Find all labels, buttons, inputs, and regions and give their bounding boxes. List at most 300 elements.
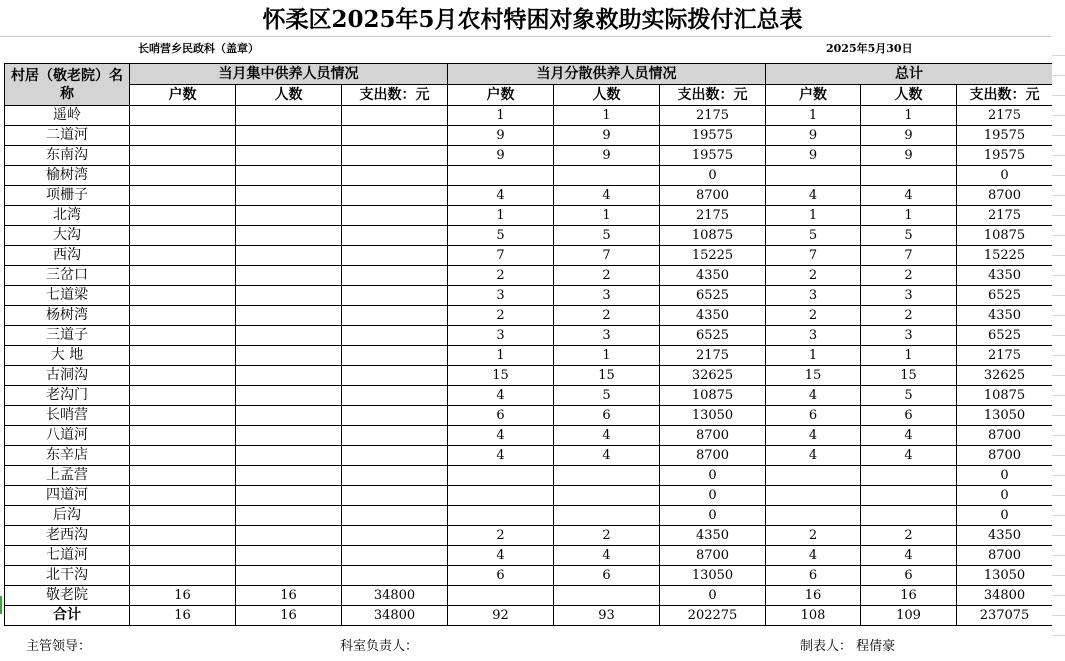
cell-village-name[interactable]: 七道河 <box>5 546 130 566</box>
cell-village-name[interactable]: 大沟 <box>5 226 130 246</box>
cell-total-persons[interactable]: 4 <box>861 426 957 446</box>
cell-central-expense[interactable] <box>342 286 448 306</box>
cell-central-households[interactable] <box>130 506 236 526</box>
cell-total-persons[interactable]: 9 <box>861 146 957 166</box>
cell-central-households[interactable] <box>130 246 236 266</box>
cell-dispersed-persons[interactable]: 4 <box>554 446 660 466</box>
cell-dispersed-households[interactable] <box>448 506 554 526</box>
cell-dispersed-persons[interactable]: 6 <box>554 566 660 586</box>
cell-total-persons[interactable]: 4 <box>861 186 957 206</box>
cell-dispersed-households[interactable]: 2 <box>448 266 554 286</box>
cell-central-households[interactable] <box>130 226 236 246</box>
cell-central-households[interactable] <box>130 486 236 506</box>
cell-total-persons[interactable]: 7 <box>861 246 957 266</box>
cell-dispersed-persons[interactable]: 4 <box>554 186 660 206</box>
cell-central-persons[interactable] <box>236 286 342 306</box>
header-households[interactable]: 户数 <box>766 85 861 106</box>
cell-dispersed-expense[interactable]: 19575 <box>660 126 766 146</box>
cell-dispersed-persons[interactable] <box>554 586 660 606</box>
cell-total-households[interactable]: 3 <box>766 286 861 306</box>
cell-total-persons[interactable]: 2 <box>861 526 957 546</box>
cell-dispersed-households[interactable]: 9 <box>448 126 554 146</box>
table-row <box>5 266 1053 286</box>
cell-dispersed-expense[interactable]: 13050 <box>660 566 766 586</box>
cell-dispersed-households[interactable]: 1 <box>448 346 554 366</box>
cell-total-persons[interactable]: 2 <box>861 306 957 326</box>
cell-village-name[interactable]: 遥岭 <box>5 106 130 126</box>
cell-total-households[interactable] <box>766 486 861 506</box>
cell-central-expense[interactable] <box>342 426 448 446</box>
cell-total-persons[interactable]: 9 <box>861 126 957 146</box>
cell-total-expense[interactable]: 2175 <box>957 206 1053 226</box>
cell-central-persons[interactable] <box>236 366 342 386</box>
cell-village-name[interactable]: 大 地 <box>5 346 130 366</box>
table-row <box>5 366 1053 386</box>
table-row <box>5 186 1053 206</box>
cell-dispersed-households[interactable]: 2 <box>448 526 554 546</box>
cell-total-persons[interactable]: 5 <box>861 226 957 246</box>
cell-village-name[interactable]: 二道河 <box>5 126 130 146</box>
cell-village-name[interactable]: 古洞沟 <box>5 366 130 386</box>
cell-central-expense[interactable] <box>342 526 448 546</box>
cell-total-households[interactable]: 15 <box>766 366 861 386</box>
cell-dispersed-expense[interactable]: 4350 <box>660 266 766 286</box>
cell-central-persons[interactable] <box>236 106 342 126</box>
header-centralized[interactable]: 当月集中供养人员情况 <box>130 64 448 85</box>
cell-central-persons[interactable] <box>236 166 342 186</box>
footer-preparer: 制表人： 程倩豪 <box>800 639 896 654</box>
cell-central-expense[interactable] <box>342 206 448 226</box>
cell-central-persons[interactable] <box>236 426 342 446</box>
cell-dispersed-persons[interactable] <box>554 466 660 486</box>
cell-village-name[interactable]: 榆树湾 <box>5 166 130 186</box>
cell-dispersed-households[interactable]: 3 <box>448 286 554 306</box>
cell-total-expense[interactable]: 15225 <box>957 246 1053 266</box>
table-body <box>5 106 1053 626</box>
cell-total-expense[interactable]: 6525 <box>957 286 1053 306</box>
cell-total-expense[interactable]: 4350 <box>957 266 1053 286</box>
cell-total-persons[interactable]: 3 <box>861 286 957 306</box>
cell-total-expense[interactable]: 8700 <box>957 546 1053 566</box>
cell-central-households[interactable] <box>130 306 236 326</box>
cell-total-households[interactable]: 7 <box>766 246 861 266</box>
cell-total-households[interactable]: 3 <box>766 326 861 346</box>
cell-central-persons[interactable] <box>236 326 342 346</box>
table-row <box>5 166 1053 186</box>
cell-village-name[interactable]: 东辛店 <box>5 446 130 466</box>
unit-stamp-label: 长哨营乡民政科（盖章） <box>138 42 259 55</box>
cell-central-households[interactable] <box>130 266 236 286</box>
cell-central-persons[interactable] <box>236 306 342 326</box>
cell-central-households[interactable] <box>130 366 236 386</box>
cell-central-households[interactable]: 16 <box>130 586 236 606</box>
cell-total-households[interactable]: 4 <box>766 186 861 206</box>
cell-total-households[interactable] <box>766 506 861 526</box>
header-households[interactable]: 户数 <box>448 85 554 106</box>
cell-central-households[interactable]: 16 <box>130 606 236 626</box>
cell-dispersed-expense[interactable]: 0 <box>660 486 766 506</box>
cell-total-households[interactable]: 6 <box>766 406 861 426</box>
cell-total-households[interactable]: 2 <box>766 266 861 286</box>
cell-total-persons[interactable]: 6 <box>861 406 957 426</box>
cell-central-expense[interactable] <box>342 566 448 586</box>
cell-central-persons[interactable] <box>236 566 342 586</box>
cell-total-households[interactable]: 4 <box>766 546 861 566</box>
cell-total-persons[interactable]: 16 <box>861 586 957 606</box>
cell-central-households[interactable] <box>130 526 236 546</box>
cell-dispersed-expense[interactable]: 0 <box>660 506 766 526</box>
header-expense[interactable]: 支出数：元 <box>660 85 766 106</box>
cell-central-households[interactable] <box>130 206 236 226</box>
cell-central-expense[interactable] <box>342 106 448 126</box>
cell-central-households[interactable] <box>130 546 236 566</box>
cell-total-expense[interactable]: 4350 <box>957 526 1053 546</box>
header-persons[interactable]: 人数 <box>861 85 957 106</box>
report-date: 2025年5月30日 <box>826 42 913 55</box>
cell-central-expense[interactable] <box>342 546 448 566</box>
table-row <box>5 566 1053 586</box>
cell-total-persons[interactable]: 109 <box>861 606 957 626</box>
cell-dispersed-households[interactable] <box>448 486 554 506</box>
cell-dispersed-persons[interactable]: 3 <box>554 326 660 346</box>
cell-central-expense[interactable] <box>342 306 448 326</box>
cell-total-households[interactable] <box>766 466 861 486</box>
cell-village-name[interactable]: 上孟营 <box>5 466 130 486</box>
cell-central-persons[interactable] <box>236 206 342 226</box>
cell-total-persons[interactable]: 4 <box>861 546 957 566</box>
cell-total-expense[interactable]: 19575 <box>957 126 1053 146</box>
cell-total-expense[interactable]: 0 <box>957 486 1053 506</box>
cell-village-name[interactable]: 三岔口 <box>5 266 130 286</box>
cell-central-households[interactable] <box>130 386 236 406</box>
cell-dispersed-persons[interactable]: 93 <box>554 606 660 626</box>
cell-dispersed-persons[interactable]: 7 <box>554 246 660 266</box>
cell-central-expense[interactable] <box>342 186 448 206</box>
cell-central-expense[interactable] <box>342 506 448 526</box>
cell-dispersed-households[interactable]: 4 <box>448 546 554 566</box>
cell-total-persons[interactable]: 1 <box>861 346 957 366</box>
cell-total-persons[interactable]: 5 <box>861 386 957 406</box>
cell-central-households[interactable] <box>130 446 236 466</box>
cell-dispersed-households[interactable]: 1 <box>448 106 554 126</box>
cell-total-households[interactable]: 2 <box>766 306 861 326</box>
cell-central-persons[interactable] <box>236 526 342 546</box>
header-expense[interactable]: 支出数：元 <box>957 85 1053 106</box>
cell-central-expense[interactable] <box>342 346 448 366</box>
cell-dispersed-households[interactable]: 4 <box>448 446 554 466</box>
cell-total-expense[interactable]: 13050 <box>957 566 1053 586</box>
cell-central-households[interactable] <box>130 186 236 206</box>
cell-central-expense[interactable] <box>342 146 448 166</box>
table-row <box>5 146 1053 166</box>
cell-total-households[interactable]: 2 <box>766 526 861 546</box>
cell-central-expense[interactable]: 34800 <box>342 586 448 606</box>
cell-central-expense[interactable] <box>342 406 448 426</box>
cell-dispersed-expense[interactable]: 15225 <box>660 246 766 266</box>
cell-total-persons[interactable]: 1 <box>861 106 957 126</box>
cell-central-persons[interactable] <box>236 486 342 506</box>
cell-total-persons[interactable] <box>861 486 957 506</box>
footer-section-head: 科室负责人： <box>340 639 419 654</box>
cell-central-households[interactable] <box>130 166 236 186</box>
cell-total-households[interactable]: 4 <box>766 446 861 466</box>
cell-total-expense[interactable]: 34800 <box>957 586 1053 606</box>
cell-central-persons[interactable] <box>236 266 342 286</box>
sheet-gridlines <box>1052 36 1065 636</box>
cell-central-persons[interactable] <box>236 226 342 246</box>
cell-dispersed-persons[interactable]: 2 <box>554 306 660 326</box>
cell-central-persons[interactable] <box>236 386 342 406</box>
cell-central-households[interactable] <box>130 106 236 126</box>
cell-total-households[interactable]: 1 <box>766 106 861 126</box>
cell-central-households[interactable] <box>130 426 236 446</box>
cell-dispersed-households[interactable]: 7 <box>448 246 554 266</box>
header-persons[interactable]: 人数 <box>236 85 342 106</box>
cell-total-expense[interactable]: 2175 <box>957 106 1053 126</box>
cell-dispersed-households[interactable] <box>448 586 554 606</box>
table-row <box>5 506 1053 526</box>
cell-central-persons[interactable] <box>236 546 342 566</box>
table-row <box>5 206 1053 226</box>
cell-total-expense[interactable]: 0 <box>957 506 1053 526</box>
header-persons[interactable]: 人数 <box>554 85 660 106</box>
cell-central-expense[interactable] <box>342 386 448 406</box>
cell-dispersed-persons[interactable]: 9 <box>554 126 660 146</box>
cell-dispersed-persons[interactable] <box>554 486 660 506</box>
cell-dispersed-households[interactable]: 2 <box>448 306 554 326</box>
cell-total-households[interactable]: 9 <box>766 146 861 166</box>
cell-village-name[interactable]: 北干沟 <box>5 566 130 586</box>
header-name[interactable]: 村居（敬老院）名称 <box>5 64 130 106</box>
cell-village-name[interactable]: 老沟门 <box>5 386 130 406</box>
cell-total-expense[interactable]: 8700 <box>957 426 1053 446</box>
cell-central-households[interactable] <box>130 566 236 586</box>
cell-central-households[interactable] <box>130 286 236 306</box>
cell-central-persons[interactable] <box>236 446 342 466</box>
cell-dispersed-expense[interactable]: 202275 <box>660 606 766 626</box>
header-expense[interactable]: 支出数：元 <box>342 85 448 106</box>
cell-dispersed-expense[interactable]: 8700 <box>660 426 766 446</box>
cell-central-persons[interactable] <box>236 186 342 206</box>
cell-dispersed-households[interactable]: 15 <box>448 366 554 386</box>
cell-village-name[interactable]: 西沟 <box>5 246 130 266</box>
cell-total-expense[interactable]: 4350 <box>957 306 1053 326</box>
cell-central-households[interactable] <box>130 406 236 426</box>
cell-village-name[interactable]: 杨树湾 <box>5 306 130 326</box>
cell-central-expense[interactable] <box>342 266 448 286</box>
cell-total-expense[interactable]: 8700 <box>957 186 1053 206</box>
cell-total-households[interactable]: 1 <box>766 206 861 226</box>
cell-central-households[interactable] <box>130 326 236 346</box>
report-title: 怀柔区2025年5月农村特困对象救助实际拨付汇总表 <box>262 6 803 33</box>
cell-central-persons[interactable] <box>236 246 342 266</box>
cell-dispersed-persons[interactable]: 15 <box>554 366 660 386</box>
cell-total-persons[interactable]: 3 <box>861 326 957 346</box>
cell-total-households[interactable]: 4 <box>766 426 861 446</box>
cell-village-name[interactable]: 后沟 <box>5 506 130 526</box>
cell-dispersed-persons[interactable]: 4 <box>554 546 660 566</box>
cell-total-households[interactable]: 108 <box>766 606 861 626</box>
cell-dispersed-households[interactable]: 1 <box>448 206 554 226</box>
cell-dispersed-expense[interactable]: 8700 <box>660 186 766 206</box>
cell-village-name[interactable]: 项栅子 <box>5 186 130 206</box>
cell-dispersed-expense[interactable]: 6525 <box>660 326 766 346</box>
cell-dispersed-expense[interactable]: 10875 <box>660 386 766 406</box>
cell-total-persons[interactable]: 2 <box>861 266 957 286</box>
table-row <box>5 526 1053 546</box>
cell-dispersed-expense[interactable]: 2175 <box>660 106 766 126</box>
cell-total-expense[interactable]: 0 <box>957 466 1053 486</box>
cell-village-name[interactable]: 三道子 <box>5 326 130 346</box>
cell-dispersed-persons[interactable]: 1 <box>554 346 660 366</box>
cell-central-expense[interactable] <box>342 486 448 506</box>
cell-dispersed-households[interactable]: 4 <box>448 386 554 406</box>
table-row <box>5 226 1053 246</box>
cell-dispersed-households[interactable] <box>448 166 554 186</box>
table-row <box>5 106 1053 126</box>
cell-central-persons[interactable] <box>236 506 342 526</box>
cell-total-households[interactable]: 6 <box>766 566 861 586</box>
cell-dispersed-households[interactable] <box>448 466 554 486</box>
cell-central-expense[interactable] <box>342 366 448 386</box>
cell-dispersed-expense[interactable]: 0 <box>660 166 766 186</box>
table-row <box>5 406 1053 426</box>
cell-dispersed-households[interactable]: 6 <box>448 406 554 426</box>
cell-village-name[interactable]: 七道梁 <box>5 286 130 306</box>
cell-central-expense[interactable] <box>342 226 448 246</box>
cell-dispersed-expense[interactable]: 32625 <box>660 366 766 386</box>
cell-total-persons[interactable]: 15 <box>861 366 957 386</box>
cell-total-persons[interactable] <box>861 506 957 526</box>
cell-total-expense[interactable]: 10875 <box>957 386 1053 406</box>
cell-dispersed-persons[interactable]: 6 <box>554 406 660 426</box>
cell-central-expense[interactable] <box>342 466 448 486</box>
header-row-groups <box>5 64 1053 85</box>
table-row <box>5 126 1053 146</box>
cell-central-persons[interactable] <box>236 346 342 366</box>
cell-central-expense[interactable] <box>342 126 448 146</box>
cell-dispersed-expense[interactable]: 6525 <box>660 286 766 306</box>
cell-central-expense[interactable] <box>342 166 448 186</box>
cell-central-persons[interactable]: 16 <box>236 586 342 606</box>
header-total[interactable]: 总计 <box>766 64 1053 85</box>
cell-central-persons[interactable] <box>236 126 342 146</box>
cell-dispersed-persons[interactable]: 5 <box>554 386 660 406</box>
cell-dispersed-expense[interactable]: 0 <box>660 466 766 486</box>
cell-dispersed-expense[interactable]: 19575 <box>660 146 766 166</box>
cell-central-persons[interactable] <box>236 406 342 426</box>
cell-village-name[interactable]: 东南沟 <box>5 146 130 166</box>
cell-dispersed-persons[interactable]: 2 <box>554 266 660 286</box>
cell-dispersed-expense[interactable]: 2175 <box>660 346 766 366</box>
table-row <box>5 246 1053 266</box>
cell-village-name[interactable]: 合计 <box>5 606 130 626</box>
cell-total-persons[interactable] <box>861 466 957 486</box>
table-row <box>5 426 1053 446</box>
cell-dispersed-households[interactable]: 4 <box>448 426 554 446</box>
cell-village-name[interactable]: 八道河 <box>5 426 130 446</box>
cell-total-expense[interactable]: 13050 <box>957 406 1053 426</box>
cell-central-expense[interactable] <box>342 246 448 266</box>
cell-village-name[interactable]: 长哨营 <box>5 406 130 426</box>
cell-dispersed-expense[interactable]: 4350 <box>660 526 766 546</box>
cell-village-name[interactable]: 敬老院 <box>5 586 130 606</box>
cell-central-expense[interactable] <box>342 326 448 346</box>
cell-dispersed-households[interactable]: 3 <box>448 326 554 346</box>
cell-total-expense[interactable]: 32625 <box>957 366 1053 386</box>
cell-dispersed-expense[interactable]: 10875 <box>660 226 766 246</box>
cell-total-households[interactable]: 5 <box>766 226 861 246</box>
cell-total-persons[interactable]: 6 <box>861 566 957 586</box>
cell-total-persons[interactable] <box>861 166 957 186</box>
table-row <box>5 386 1053 406</box>
cell-total-expense[interactable]: 237075 <box>957 606 1053 626</box>
cell-total-expense[interactable]: 19575 <box>957 146 1053 166</box>
cell-total-households[interactable]: 9 <box>766 126 861 146</box>
cell-village-name[interactable]: 北湾 <box>5 206 130 226</box>
total-row <box>5 606 1053 626</box>
cell-total-expense[interactable]: 10875 <box>957 226 1053 246</box>
cell-dispersed-households[interactable]: 6 <box>448 566 554 586</box>
cell-total-expense[interactable]: 8700 <box>957 446 1053 466</box>
cell-dispersed-expense[interactable]: 8700 <box>660 446 766 466</box>
cell-dispersed-expense[interactable]: 0 <box>660 586 766 606</box>
cell-central-persons[interactable] <box>236 146 342 166</box>
cell-dispersed-households[interactable]: 5 <box>448 226 554 246</box>
cell-total-persons[interactable]: 1 <box>861 206 957 226</box>
cell-central-persons[interactable] <box>236 466 342 486</box>
cell-central-expense[interactable]: 34800 <box>342 606 448 626</box>
cell-dispersed-persons[interactable] <box>554 166 660 186</box>
cell-dispersed-expense[interactable]: 8700 <box>660 546 766 566</box>
selected-row-marker <box>0 596 2 614</box>
cell-dispersed-persons[interactable]: 4 <box>554 426 660 446</box>
header-households[interactable]: 户数 <box>130 85 236 106</box>
cell-central-households[interactable] <box>130 466 236 486</box>
cell-total-expense[interactable]: 2175 <box>957 346 1053 366</box>
cell-central-expense[interactable] <box>342 446 448 466</box>
cell-dispersed-expense[interactable]: 2175 <box>660 206 766 226</box>
cell-dispersed-expense[interactable]: 13050 <box>660 406 766 426</box>
cell-dispersed-persons[interactable]: 3 <box>554 286 660 306</box>
cell-total-expense[interactable]: 0 <box>957 166 1053 186</box>
header-dispersed[interactable]: 当月分散供养人员情况 <box>448 64 766 85</box>
cell-total-households[interactable]: 1 <box>766 346 861 366</box>
cell-total-households[interactable] <box>766 166 861 186</box>
cell-dispersed-expense[interactable]: 4350 <box>660 306 766 326</box>
cell-dispersed-persons[interactable]: 9 <box>554 146 660 166</box>
cell-dispersed-persons[interactable]: 5 <box>554 226 660 246</box>
cell-village-name[interactable]: 四道河 <box>5 486 130 506</box>
table-row <box>5 466 1053 486</box>
cell-total-persons[interactable]: 4 <box>861 446 957 466</box>
cell-total-households[interactable]: 16 <box>766 586 861 606</box>
cell-total-households[interactable]: 4 <box>766 386 861 406</box>
cell-central-persons[interactable]: 16 <box>236 606 342 626</box>
cell-total-expense[interactable]: 6525 <box>957 326 1053 346</box>
cell-dispersed-households[interactable]: 92 <box>448 606 554 626</box>
cell-village-name[interactable]: 老西沟 <box>5 526 130 546</box>
cell-dispersed-households[interactable]: 9 <box>448 146 554 166</box>
cell-central-households[interactable] <box>130 146 236 166</box>
cell-dispersed-persons[interactable]: 1 <box>554 206 660 226</box>
cell-central-households[interactable] <box>130 346 236 366</box>
cell-dispersed-persons[interactable]: 2 <box>554 526 660 546</box>
cell-dispersed-persons[interactable] <box>554 506 660 526</box>
cell-dispersed-households[interactable]: 4 <box>448 186 554 206</box>
cell-central-households[interactable] <box>130 126 236 146</box>
cell-dispersed-persons[interactable]: 1 <box>554 106 660 126</box>
